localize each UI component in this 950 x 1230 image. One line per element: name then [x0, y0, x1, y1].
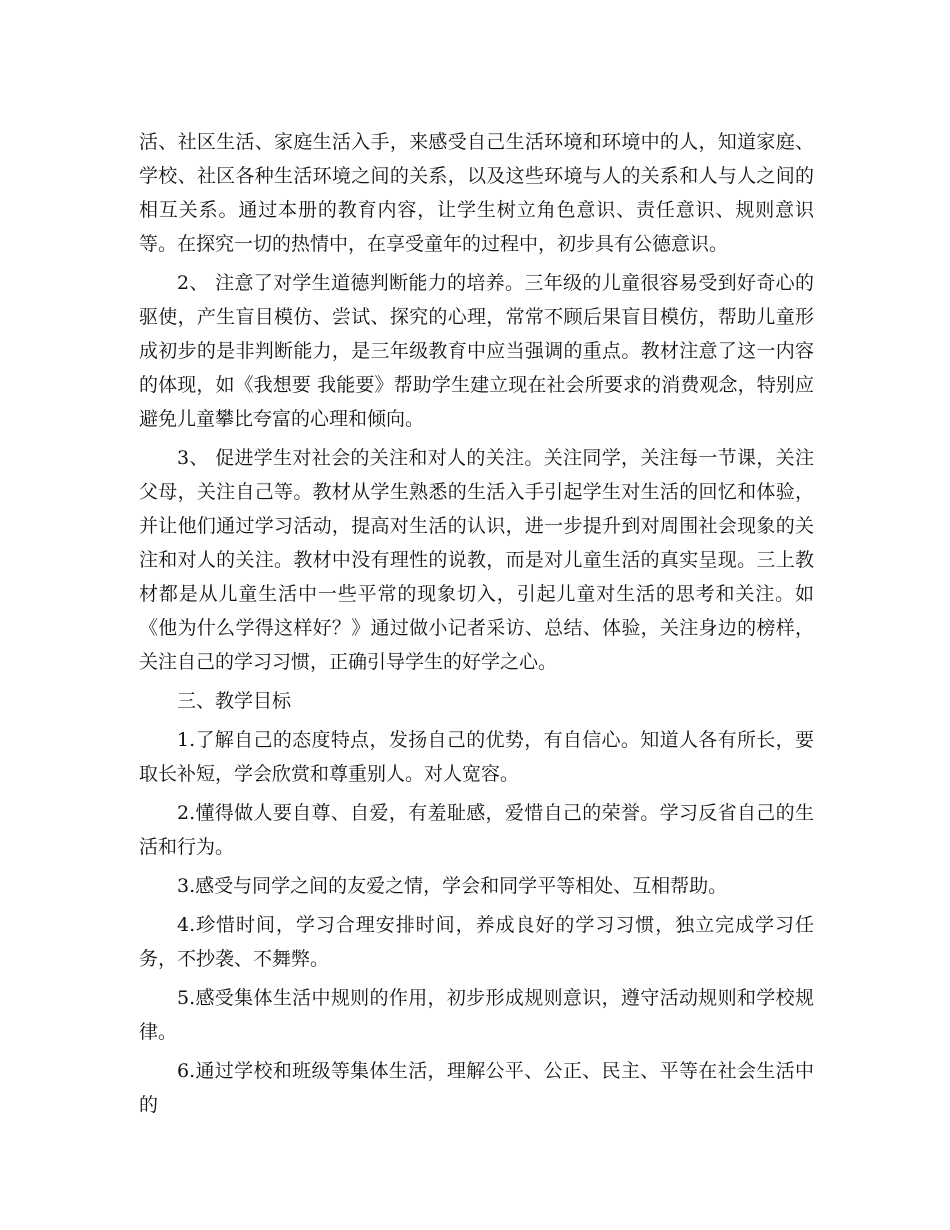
goal-item-1: 1.了解自己的态度特点，发扬自己的优势，有自信心。知道人各有所长，要取长补短，学会欣赏和尊重别人。对人宽容。	[139, 729, 814, 785]
paragraph-point-3: 3、 促进学生对社会的关注和对人的关注。关注同学，关注每一节课，关注父母，关注自己等。教材从学生熟悉的生活入手引起学生对生活的回忆和体验，并让他们通过学习活动，提高对生活的认识，进一步提升到对周围社会现象的关注和对人的关注。教材中没有理性的说教，而是对儿童生活的真实呈现。三上教材都是从儿童生活中一些平常的现象切入，引起儿童对生活的思考和关注。如《他为什么学得这样好？》通过做小记者采访、总结、体验，关注身边的榜样，关注自己的学习习惯，正确引导学生的好学之心。	[139, 447, 814, 673]
paragraph-point-2: 2、 注意了对学生道德判断能力的培养。三年级的儿童很容易受到好奇心的驱使，产生盲目模仿、尝试、探究的心理，常常不顾后果盲目模仿，帮助儿童形成初步的是非判断能力，是三年级教育中应当强调的重点。教材注意了这一内容的体现，如《我想要 我能要》帮助学生建立现在社会所要求的消费观念，特别应避免儿童攀比夸富的心理和倾向。	[139, 272, 814, 430]
document-body	[139, 125, 814, 1127]
section-heading-teaching-goals: 三、教学目标	[177, 690, 292, 712]
paragraph-continuation: 活、社区生活、家庭生活入手，来感受自己生活环境和环境中的人，知道家庭、学校、社区各种生活环境之间的关系，以及这些环境与人的关系和人与人之间的相互关系。通过本册的教育内容，让学生树立角色意识、责任意识、规则意识等。在探究一切的热情中，在享受童年的过程中，初步具有公德意识。	[139, 131, 814, 255]
goal-item-4: 4.珍惜时间，学习合理安排时间，养成良好的学习习惯，独立完成学习任务，不抄袭、不舞弊。	[139, 914, 814, 970]
goal-item-3: 3.感受与同学之间的友爱之情，学会和同学平等相处、互相帮助。	[177, 875, 728, 897]
goal-item-5: 5.感受集体生活中规则的作用，初步形成规则意识，遵守活动规则和学校规律。	[139, 987, 814, 1043]
goal-item-6: 6.通过学校和班级等集体生活，理解公平、公正、民主、平等在社会生活中的	[139, 1060, 814, 1116]
goal-item-2: 2.懂得做人要自尊、自爱，有羞耻感，爱惜自己的荣誉。学习反省自己的生活和行为。	[139, 802, 814, 858]
